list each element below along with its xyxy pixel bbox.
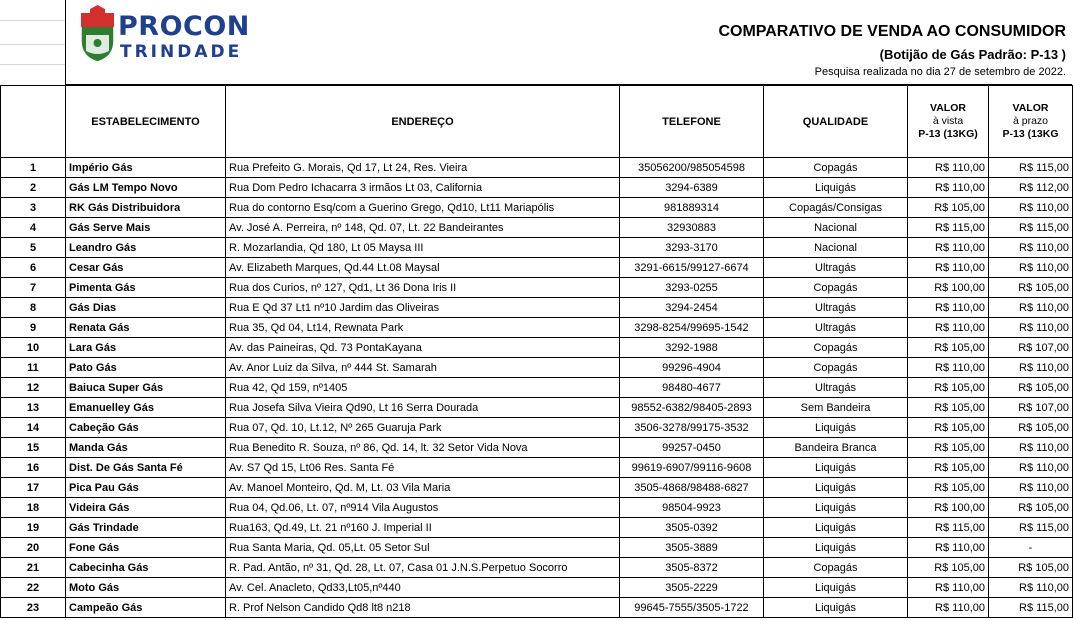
establishment-name: Campeão Gás xyxy=(66,598,226,618)
address-cell: Rua 42, Qd 159, nº1405 xyxy=(226,378,620,398)
quality-cell: Ultragás xyxy=(764,378,908,398)
header-cash-line1: VALOR xyxy=(930,102,966,114)
phone-cell: 3292-1988 xyxy=(620,338,764,358)
phone-cell: 99296-4904 xyxy=(620,358,764,378)
establishment-name: Fone Gás xyxy=(66,538,226,558)
quality-cell: Ultragás xyxy=(764,258,908,278)
table-row xyxy=(1,238,1073,258)
address-cell: Rua do contorno Esq/com a Guerino Grego, Qd10, Lt11 Mariapólis xyxy=(226,198,620,218)
address-cell: Rua E Qd 37 Lt1 nº10 Jardim das Oliveiras xyxy=(226,298,620,318)
table-row xyxy=(1,218,1073,238)
header-term-line3: P-13 (13KG xyxy=(1002,128,1059,140)
address-cell: Rua 35, Qd 04, Lt14, Rewnata Park xyxy=(226,318,620,338)
quality-cell: Ultragás xyxy=(764,298,908,318)
table-row xyxy=(1,318,1073,338)
cash-price-cell: R$ 110,00 xyxy=(908,178,989,198)
address-cell: Rua 07, Qd. 10, Lt.12, Nº 265 Guaruja Park xyxy=(226,418,620,438)
header-cash-price xyxy=(908,86,989,158)
table-row xyxy=(1,198,1073,218)
phone-cell: 99645-7555/3505-1722 xyxy=(620,598,764,618)
establishment-name: Gás Trindade xyxy=(66,518,226,538)
table-row xyxy=(1,598,1073,618)
row-number: 13 xyxy=(1,398,66,418)
establishment-name: Moto Gás xyxy=(66,578,226,598)
table-row xyxy=(1,378,1073,398)
table-body xyxy=(1,158,1073,618)
term-price-cell: R$ 105,00 xyxy=(989,558,1073,578)
quality-cell: Liquigás xyxy=(764,498,908,518)
term-price-cell: R$ 112,00 xyxy=(989,178,1073,198)
cash-price-cell: R$ 105,00 xyxy=(908,198,989,218)
row-number-column-header xyxy=(0,0,66,84)
cash-price-cell: R$ 105,00 xyxy=(908,378,989,398)
row-number: 4 xyxy=(1,218,66,238)
cash-price-cell: R$ 105,00 xyxy=(908,418,989,438)
row-number: 18 xyxy=(1,498,66,518)
quality-cell: Sem Bandeira xyxy=(764,398,908,418)
table-row xyxy=(1,538,1073,558)
quality-cell: Liquigás xyxy=(764,538,908,558)
address-cell: Av. José A. Perreira, nº 148, Qd. 07, Lt. 22 Bandeirantes xyxy=(226,218,620,238)
address-cell: Av. Anor Luiz da Silva, nº 444 St. Samarah xyxy=(226,358,620,378)
row-number: 16 xyxy=(1,458,66,478)
row-number: 21 xyxy=(1,558,66,578)
table-row xyxy=(1,278,1073,298)
establishment-name: Gás LM Tempo Novo xyxy=(66,178,226,198)
table-header-row xyxy=(1,86,1073,158)
term-price-cell: R$ 107,00 xyxy=(989,398,1073,418)
term-price-cell: R$ 110,00 xyxy=(989,438,1073,458)
establishment-name: Manda Gás xyxy=(66,438,226,458)
term-price-cell: R$ 115,00 xyxy=(989,518,1073,538)
row-number: 12 xyxy=(1,378,66,398)
phone-cell: 3505-4868/98488-6827 xyxy=(620,478,764,498)
phone-cell: 3291-6615/99127-6674 xyxy=(620,258,764,278)
address-cell: Rua Benedito R. Souza, nº 86, Qd. 14, lt. 32 Setor Vida Nova xyxy=(226,438,620,458)
term-price-cell: R$ 105,00 xyxy=(989,418,1073,438)
header-address: ENDEREÇO xyxy=(226,86,620,158)
row-number: 20 xyxy=(1,538,66,558)
header-term-line1: VALOR xyxy=(1012,102,1049,114)
quality-cell: Copagás xyxy=(764,338,908,358)
logo-text-trindade: TRINDADE xyxy=(120,42,243,62)
phone-cell: 98480-4677 xyxy=(620,378,764,398)
term-price-cell: - xyxy=(989,538,1073,558)
table-row xyxy=(1,578,1073,598)
survey-date-note: Pesquisa realizada no dia 27 de setembro de 2022. xyxy=(814,66,1066,78)
header-cash-line2: à vista xyxy=(932,115,964,127)
address-cell: Av. das Paineiras, Qd. 73 PontaKayana xyxy=(226,338,620,358)
cash-price-cell: R$ 110,00 xyxy=(908,158,989,178)
header-establishment: ESTABELECIMENTO xyxy=(66,86,226,158)
table-row xyxy=(1,298,1073,318)
quality-cell: Ultragás xyxy=(764,318,908,338)
quality-cell: Liquigás xyxy=(764,578,908,598)
cash-price-cell: R$ 100,00 xyxy=(908,278,989,298)
address-cell: Av. Cel. Anacleto, Qd33,Lt05,nº440 xyxy=(226,578,620,598)
cash-price-cell: R$ 115,00 xyxy=(908,218,989,238)
address-cell: Rua Santa Maria, Qd. 05,Lt. 05 Setor Sul xyxy=(226,538,620,558)
row-number: 22 xyxy=(1,578,66,598)
row-number: 23 xyxy=(1,598,66,618)
phone-cell: 99619-6907/99116-9608 xyxy=(620,458,764,478)
row-number: 5 xyxy=(1,238,66,258)
address-cell: Rua Prefeito G. Morais, Qd 17, Lt 24, Res. Vieira xyxy=(226,158,620,178)
phone-cell: 98552-6382/98405-2893 xyxy=(620,398,764,418)
address-cell: R. Prof Nelson Candido Qd8 lt8 n218 xyxy=(226,598,620,618)
cash-price-cell: R$ 105,00 xyxy=(908,438,989,458)
cash-price-cell: R$ 110,00 xyxy=(908,538,989,558)
phone-cell: 35056200/985054598 xyxy=(620,158,764,178)
establishment-name: RK Gás Distribuidora xyxy=(66,198,226,218)
quality-cell: Liquigás xyxy=(764,418,908,438)
address-cell: Rua dos Curios, nº 127, Qd1, Lt 36 Dona Iris II xyxy=(226,278,620,298)
establishment-name: Videira Gás xyxy=(66,498,226,518)
header-quality: QUALIDADE xyxy=(764,86,908,158)
phone-cell: 3505-2229 xyxy=(620,578,764,598)
establishment-name: Leandro Gás xyxy=(66,238,226,258)
header-cash-line3: P-13 (13KG) xyxy=(918,128,978,140)
page-subtitle: (Botijão de Gás Padrão: P-13 ) xyxy=(879,47,1066,62)
establishment-name: Cabecinha Gás xyxy=(66,558,226,578)
address-cell: Rua Josefa Silva Vieira Qd90, Lt 16 Serra Dourada xyxy=(226,398,620,418)
cash-price-cell: R$ 110,00 xyxy=(908,598,989,618)
table-row xyxy=(1,178,1073,198)
term-price-cell: R$ 110,00 xyxy=(989,358,1073,378)
row-number: 1 xyxy=(1,158,66,178)
table-row xyxy=(1,478,1073,498)
phone-cell: 3298-8254/99695-1542 xyxy=(620,318,764,338)
table-row xyxy=(1,338,1073,358)
row-number: 19 xyxy=(1,518,66,538)
term-price-cell: R$ 110,00 xyxy=(989,258,1073,278)
table-row xyxy=(1,418,1073,438)
row-number: 10 xyxy=(1,338,66,358)
phone-cell: 3293-0255 xyxy=(620,278,764,298)
address-cell: Av. Manoel Monteiro, Qd. M, Lt. 03 Vila Maria xyxy=(226,478,620,498)
address-cell: R. Mozarlandia, Qd 180, Lt 05 Maysa III xyxy=(226,238,620,258)
term-price-cell: R$ 107,00 xyxy=(989,338,1073,358)
quality-cell: Nacional xyxy=(764,218,908,238)
phone-cell: 3294-6389 xyxy=(620,178,764,198)
table-row xyxy=(1,518,1073,538)
establishment-name: Gás Serve Mais xyxy=(66,218,226,238)
address-cell: Rua 04, Qd.06, Lt. 07, nº914 Vila Augustos xyxy=(226,498,620,518)
quality-cell: Liquigás xyxy=(764,478,908,498)
term-price-cell: R$ 115,00 xyxy=(989,218,1073,238)
quality-cell: Copagás/Consigas xyxy=(764,198,908,218)
establishment-name: Dist. De Gás Santa Fé xyxy=(66,458,226,478)
term-price-cell: R$ 110,00 xyxy=(989,578,1073,598)
term-price-cell: R$ 115,00 xyxy=(989,598,1073,618)
phone-cell: 3505-8372 xyxy=(620,558,764,578)
row-number: 15 xyxy=(1,438,66,458)
price-comparison-table xyxy=(0,85,1073,618)
row-number: 8 xyxy=(1,298,66,318)
cash-price-cell: R$ 110,00 xyxy=(908,358,989,378)
cash-price-cell: R$ 105,00 xyxy=(908,398,989,418)
cash-price-cell: R$ 110,00 xyxy=(908,258,989,278)
header-term-line2: à prazo xyxy=(1012,115,1049,127)
row-number: 11 xyxy=(1,358,66,378)
cash-price-cell: R$ 110,00 xyxy=(908,238,989,258)
row-number: 7 xyxy=(1,278,66,298)
table-row xyxy=(1,398,1073,418)
quality-cell: Liquigás xyxy=(764,458,908,478)
row-number: 9 xyxy=(1,318,66,338)
cash-price-cell: R$ 110,00 xyxy=(908,298,989,318)
address-cell: Rua Dom Pedro Ichacarra 3 irmãos Lt 03, California xyxy=(226,178,620,198)
establishment-name: Pato Gás xyxy=(66,358,226,378)
cash-price-cell: R$ 110,00 xyxy=(908,318,989,338)
quality-cell: Copagás xyxy=(764,158,908,178)
row-number: 17 xyxy=(1,478,66,498)
establishment-name: Gás Dias xyxy=(66,298,226,318)
term-price-cell: R$ 110,00 xyxy=(989,198,1073,218)
phone-cell: 3505-3889 xyxy=(620,538,764,558)
table-row xyxy=(1,358,1073,378)
cash-price-cell: R$ 105,00 xyxy=(908,478,989,498)
address-cell: Rua163, Qd.49, Lt. 21 nº160 J. Imperial II xyxy=(226,518,620,538)
term-price-cell: R$ 105,00 xyxy=(989,278,1073,298)
establishment-name: Cabeção Gás xyxy=(66,418,226,438)
phone-cell: 32930883 xyxy=(620,218,764,238)
phone-cell: 98504-9923 xyxy=(620,498,764,518)
cash-price-cell: R$ 100,00 xyxy=(908,498,989,518)
header-phone: TELEFONE xyxy=(620,86,764,158)
quality-cell: Liquigás xyxy=(764,518,908,538)
phone-cell: 99257-0450 xyxy=(620,438,764,458)
cash-price-cell: R$ 115,00 xyxy=(908,518,989,538)
address-cell: R. Pad. Antão, nº 31, Qd. 28, Lt. 07, Casa 01 J.N.S.Perpetuo Socorro xyxy=(226,558,620,578)
establishment-name: Lara Gás xyxy=(66,338,226,358)
quality-cell: Copagás xyxy=(764,558,908,578)
logo-text-procon: PROCON xyxy=(118,11,250,42)
quality-cell: Copagás xyxy=(764,278,908,298)
term-price-cell: R$ 110,00 xyxy=(989,238,1073,258)
cash-price-cell: R$ 105,00 xyxy=(908,558,989,578)
table-row xyxy=(1,438,1073,458)
establishment-name: Império Gás xyxy=(66,158,226,178)
term-price-cell: R$ 105,00 xyxy=(989,378,1073,398)
phone-cell: 3506-3278/99175-3532 xyxy=(620,418,764,438)
table-row xyxy=(1,558,1073,578)
establishment-name: Emanuelley Gás xyxy=(66,398,226,418)
term-price-cell: R$ 110,00 xyxy=(989,298,1073,318)
term-price-cell: R$ 115,00 xyxy=(989,158,1073,178)
row-number: 6 xyxy=(1,258,66,278)
quality-cell: Nacional xyxy=(764,238,908,258)
quality-cell: Liquigás xyxy=(764,178,908,198)
establishment-name: Renata Gás xyxy=(66,318,226,338)
row-number: 2 xyxy=(1,178,66,198)
row-number: 3 xyxy=(1,198,66,218)
table-row xyxy=(1,258,1073,278)
cash-price-cell: R$ 110,00 xyxy=(908,578,989,598)
term-price-cell: R$ 110,00 xyxy=(989,478,1073,498)
cash-price-cell: R$ 105,00 xyxy=(908,458,989,478)
term-price-cell: R$ 105,00 xyxy=(989,498,1073,518)
table-row xyxy=(1,458,1073,478)
quality-cell: Liquigás xyxy=(764,598,908,618)
quality-cell: Copagás xyxy=(764,358,908,378)
page-title: COMPARATIVO DE VENDA AO CONSUMIDOR xyxy=(718,23,1066,40)
address-cell: Av. Elizabeth Marques, Qd.44 Lt.08 Maysal xyxy=(226,258,620,278)
header-band xyxy=(0,0,1072,84)
phone-cell: 3505-0392 xyxy=(620,518,764,538)
table-row xyxy=(1,158,1073,178)
establishment-name: Cesar Gás xyxy=(66,258,226,278)
establishment-name: Pimenta Gás xyxy=(66,278,226,298)
address-cell: Av. S7 Qd 15, Lt06 Res. Santa Fé xyxy=(226,458,620,478)
header-term-price xyxy=(989,86,1073,158)
row-number: 14 xyxy=(1,418,66,438)
term-price-cell: R$ 110,00 xyxy=(989,458,1073,478)
phone-cell: 3294-2454 xyxy=(620,298,764,318)
header-number xyxy=(1,86,66,158)
term-price-cell: R$ 110,00 xyxy=(989,318,1073,338)
table-row xyxy=(1,498,1073,518)
phone-cell: 3293-3170 xyxy=(620,238,764,258)
phone-cell: 981889314 xyxy=(620,198,764,218)
establishment-name: Baiuca Super Gás xyxy=(66,378,226,398)
establishment-name: Pica Pau Gás xyxy=(66,478,226,498)
cash-price-cell: R$ 105,00 xyxy=(908,338,989,358)
quality-cell: Bandeira Branca xyxy=(764,438,908,458)
